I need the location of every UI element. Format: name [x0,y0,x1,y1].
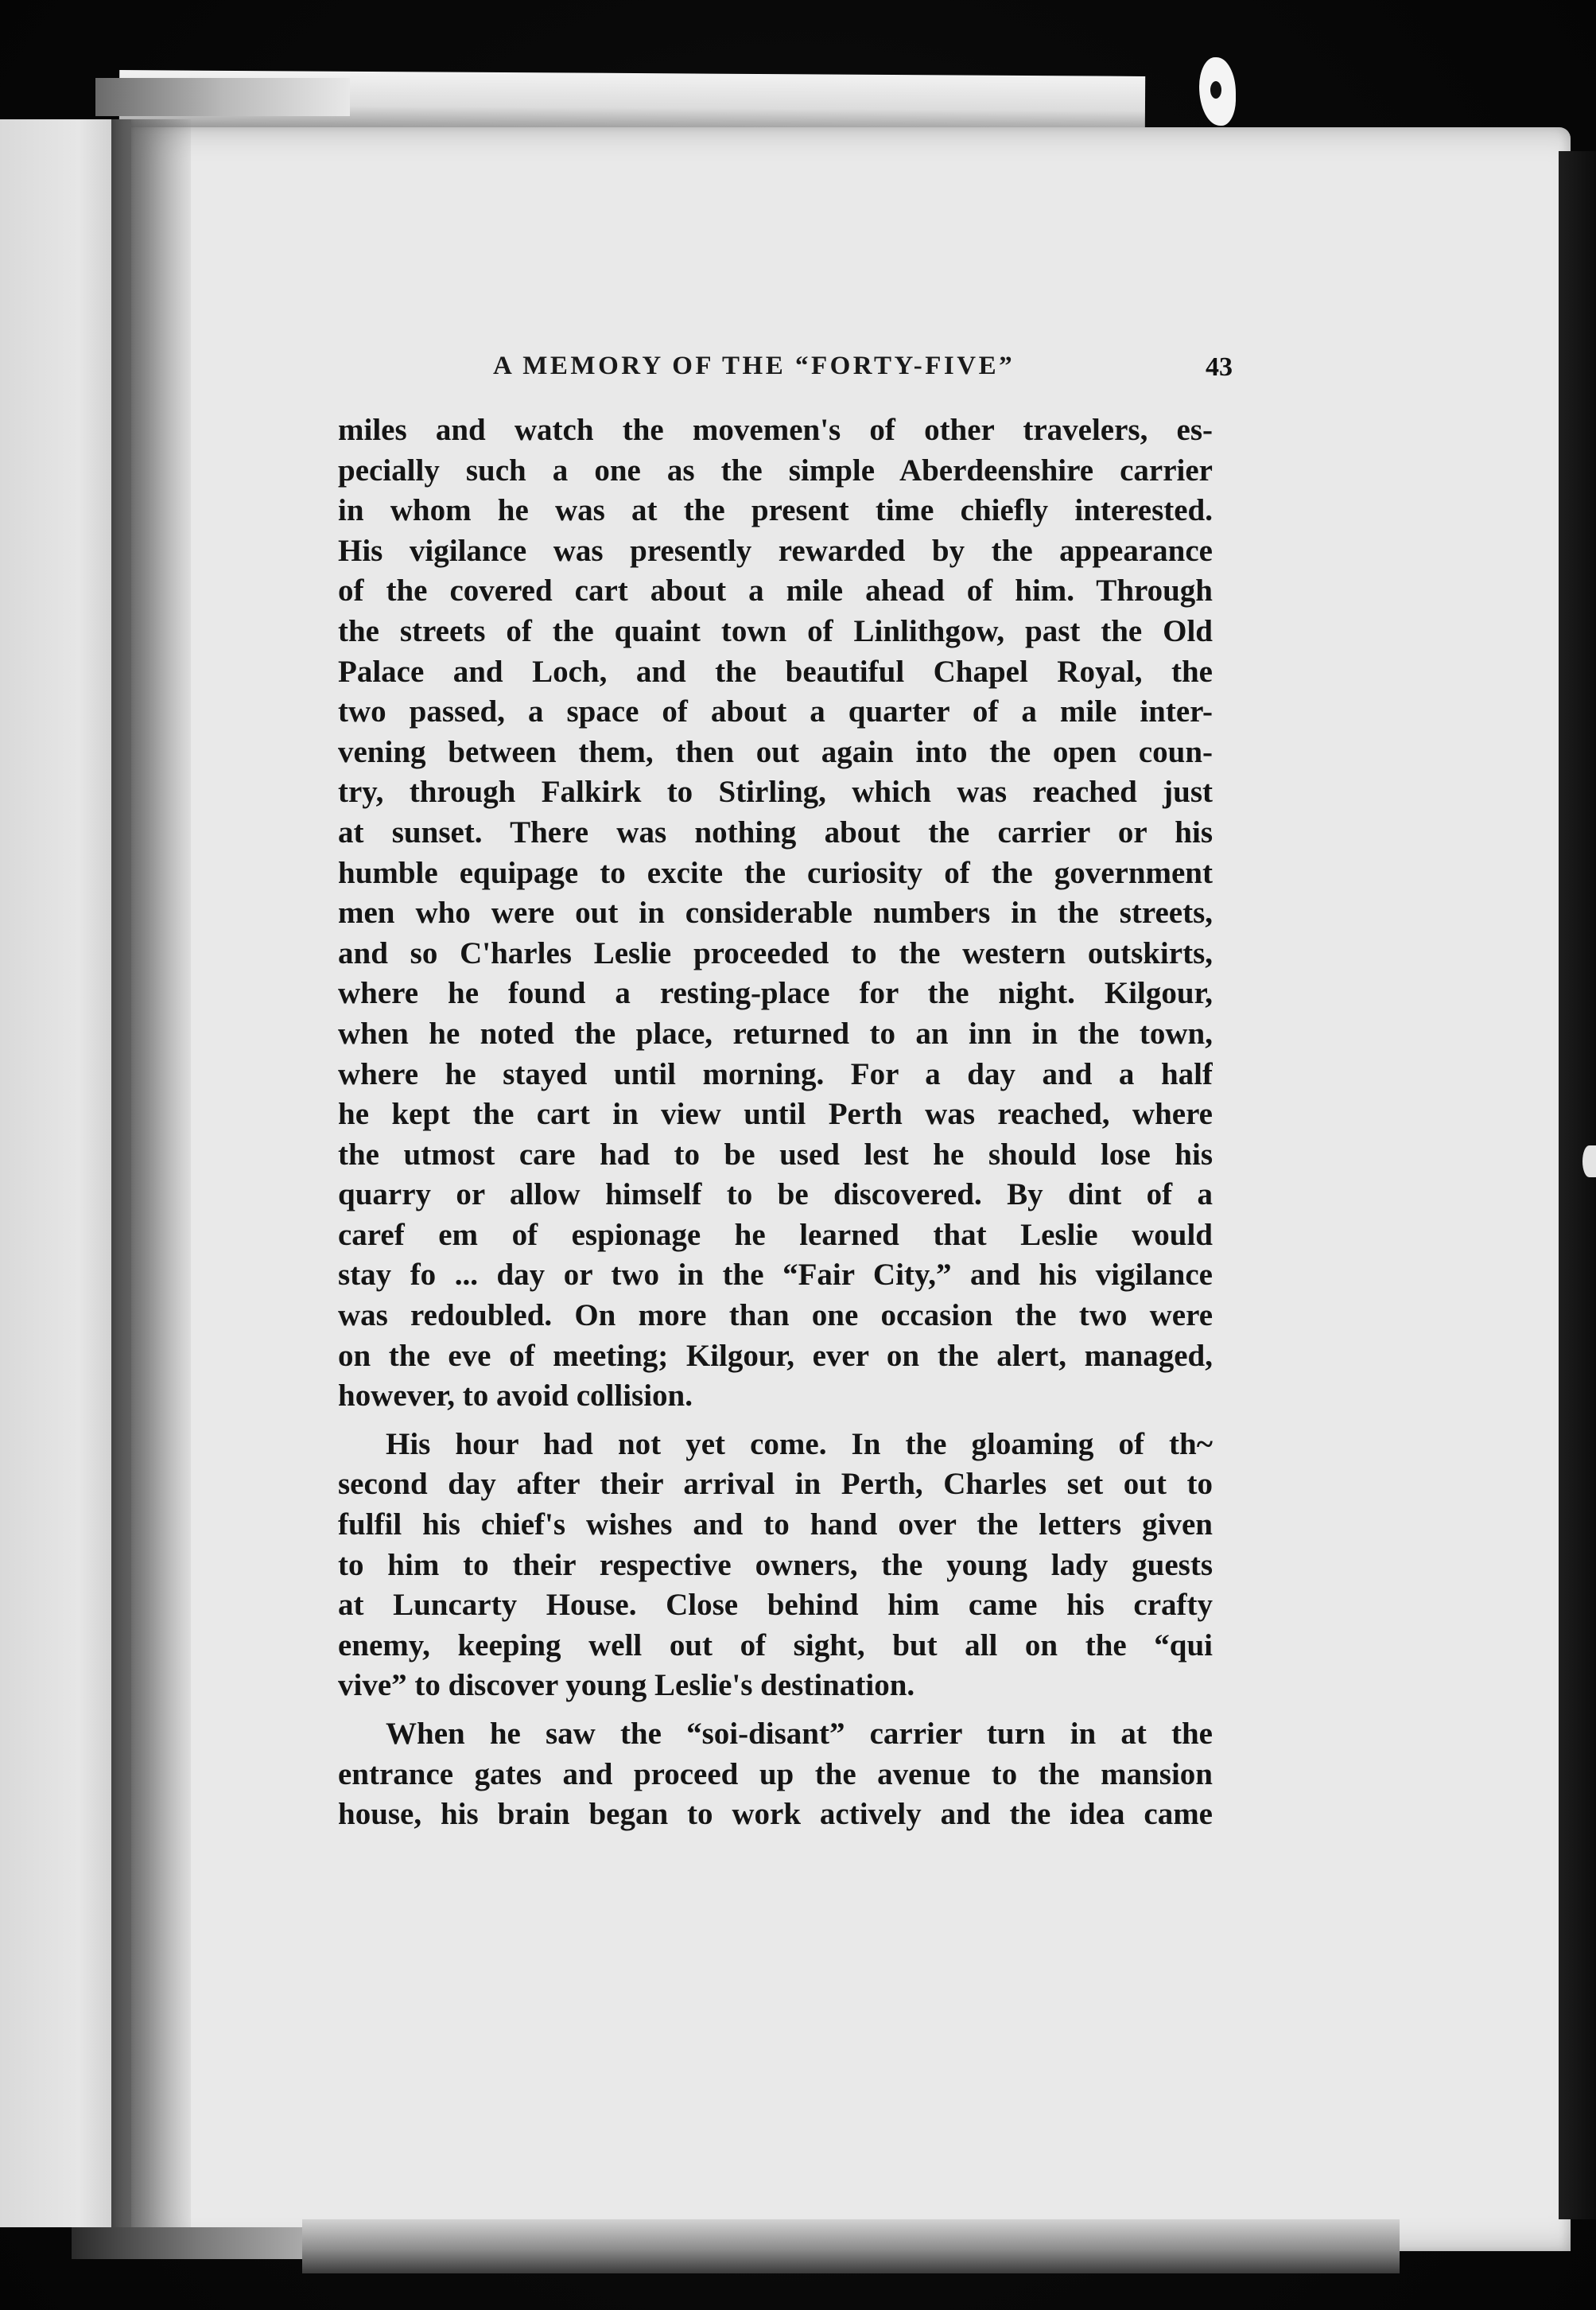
running-header: A MEMORY OF THE “FORTY-FIVE” [493,352,1015,380]
text-line: vening between them, then out again into the open coun- [338,734,1213,769]
text-line: the streets of the quaint town of Linlithgow, past the Old [338,613,1213,648]
text-line: His vigilance was presently rewarded by the appearance [338,533,1213,568]
text-line: enemy, keeping well out of sight, but all on the “qui [338,1628,1213,1662]
right-margin-shadow [1559,151,1596,2219]
text-line: fulfil his chief's wishes and to hand over the letters given [338,1507,1213,1542]
text-line: at sunset. There was nothing about the carrier or his [338,815,1213,850]
text-line: and so C'harles Leslie proceeded to the western outskirts, [338,935,1213,970]
paragraph-1 [338,410,1213,1417]
text-line: on the eve of meeting; Kilgour, ever on the alert, managed, [338,1338,1213,1373]
text-line: miles and watch the movemen's of other travelers, es- [338,413,1213,447]
text-line: Palace and Loch, and the beautiful Chapel Royal, the [338,654,1213,689]
text-line: caref em of espionage he learned that Leslie would [338,1217,1213,1252]
text-line: the utmost care had to be used lest he should lose his [338,1137,1213,1172]
text-line: he kept the cart in view until Perth was reached, where [338,1097,1213,1132]
spine-shadow [111,119,191,2235]
text-line: vive” to discover young Leslie's destination. [338,1668,915,1703]
page-edge-nick [1582,1145,1596,1177]
text-line: When he saw the “soi-disant” carrier turn in at the [386,1717,1213,1751]
text-line: where he found a resting-place for the night. Kilgour, [338,976,1213,1011]
text-line: where he stayed until morning. For a day and a half [338,1056,1213,1091]
text-line: men who were out in considerable numbers in the streets, [338,896,1213,931]
text-line: to him to their respective owners, the young lady guests [338,1547,1213,1582]
text-line: quarry or allow himself to be discovered. By dint of a [338,1177,1213,1212]
text-line: at Luncarty House. Close behind him came his crafty [338,1588,1213,1623]
text-line: second day after their arrival in Perth, Charles set out to [338,1467,1213,1502]
text-line: stay fo ... day or two in the “Fair City,” and his vigilance [338,1258,1213,1293]
text-line: humble equipage to excite the curiosity of the government [338,855,1213,890]
text-line: was redoubled. On more than one occasion the two were [338,1298,1213,1333]
text-line: entrance gates and proceed up the avenue to the mansion [338,1756,1213,1791]
text-line: two passed, a space of about a quarter of a mile inter- [338,694,1213,729]
paragraph-2 [338,1425,1213,1706]
text-line: of the covered cart about a mile ahead of him. Through [338,574,1213,609]
text-line: in whom he was at the present time chiefly interested. [338,493,1213,528]
text-line: however, to avoid collision. [338,1379,693,1414]
bottom-left-edge [72,2227,326,2259]
page-number: 43 [1206,352,1233,382]
text-line: pecially such a one as the simple Aberdeenshire carrier [338,453,1213,488]
text-line: try, through Falkirk to Stirling, which was reached just [338,775,1213,810]
paragraph-3 [338,1714,1213,1835]
text-line: house, his brain began to work actively and the idea came [338,1797,1213,1832]
text-line: when he noted the place, returned to an inn in the town, [338,1016,1213,1051]
bottom-page-edge [302,2219,1400,2273]
text-line: His hour had not yet come. In the gloaming of th~ [386,1426,1213,1461]
top-left-edge-shadow [95,78,350,116]
body-text [338,410,1213,1835]
